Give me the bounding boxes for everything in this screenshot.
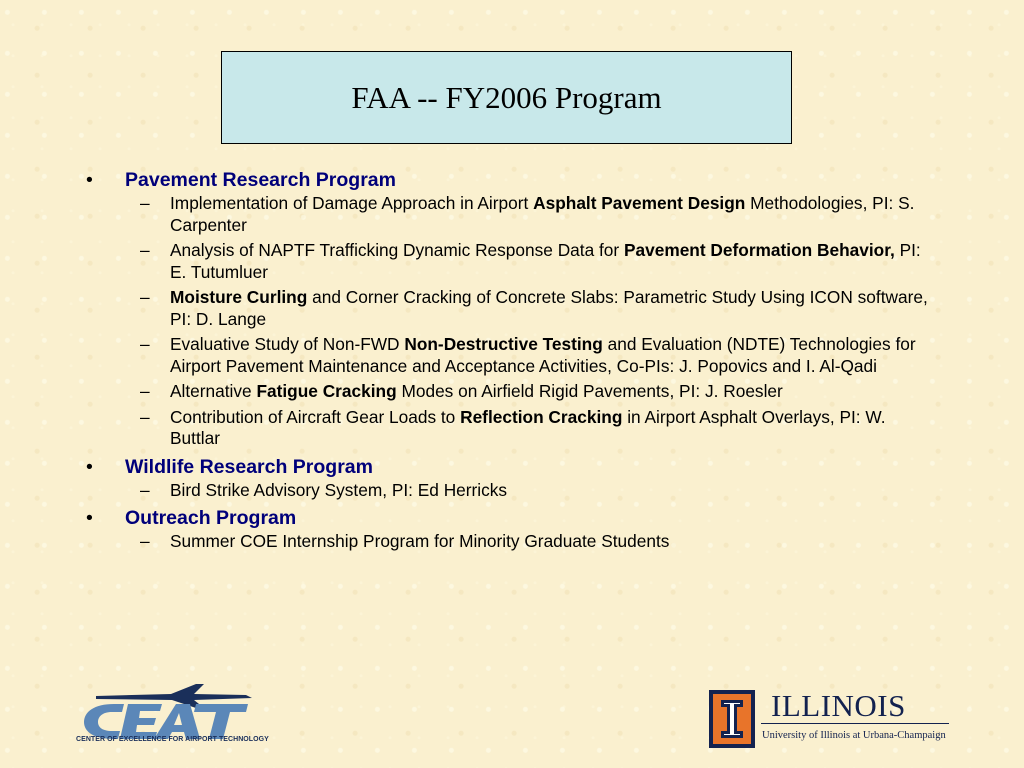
item-text: Implementation of Damage Approach in Airport: [170, 193, 534, 213]
item-emphasis: Fatigue Cracking: [256, 381, 397, 401]
section-heading: [80, 505, 950, 531]
item-text: Modes on Airfield Rigid Pavements, PI: J. Roesler: [396, 381, 783, 401]
list-item: [80, 334, 950, 377]
ceat-wordmark: CEAT: [76, 676, 79, 677]
item-text: Contribution of Aircraft Gear Loads to: [170, 406, 461, 427]
item-text: Summer COE Internship Program for Minority Graduate Students: [170, 531, 670, 551]
item-text: Analysis of NAPTF Trafficking Dynamic Response Data for: [170, 240, 624, 260]
list-item: [80, 193, 950, 236]
dash-icon: –: [140, 531, 150, 551]
list-item: [80, 407, 950, 450]
dash-icon: –: [140, 193, 150, 213]
illinois-logo: [709, 690, 959, 750]
item-emphasis: Reflection Cracking: [460, 406, 623, 427]
section-heading-text: Wildlife Research Program: [125, 455, 373, 478]
illinois-rule: [761, 723, 949, 724]
dash-icon: –: [140, 287, 150, 307]
item-text: Alternative: [170, 381, 257, 401]
section-heading: [80, 454, 950, 480]
item-text: in Airport Asphalt Overlays, PI: W. Buttlar: [170, 406, 886, 448]
dash-icon: –: [140, 334, 150, 354]
item-text: Evaluative Study of Non-FWD: [170, 334, 405, 354]
item-text: Methodologies, PI: S. Carpenter: [170, 193, 915, 235]
list-item: [80, 240, 950, 283]
dash-icon: –: [140, 406, 150, 427]
list-item: [80, 531, 950, 553]
list-item: [80, 287, 950, 330]
list-item: [80, 480, 950, 502]
dash-icon: –: [140, 479, 150, 500]
item-text: and Evaluation (NDTE) Technologies for Airport Pavement Maintenance and Acceptance Activities, Co-PIs: J. Popovics and I. Al-Qadi: [170, 334, 916, 376]
item-emphasis: Asphalt Pavement Design: [533, 193, 746, 213]
illinois-wordmark: ILLINOIS: [771, 688, 906, 723]
item-text: PI: E. Tutumluer: [170, 240, 921, 282]
slide-title: FAA -- FY2006 Program: [351, 80, 662, 115]
item-emphasis: Moisture Curling: [170, 287, 308, 307]
title-box: [221, 51, 792, 144]
illinois-block-i-icon: [709, 690, 755, 748]
section-heading: [80, 167, 950, 193]
illinois-subtitle: University of Illinois at Urbana-Champaign: [762, 730, 946, 741]
slide-content: [80, 166, 950, 557]
item-emphasis: Non-Destructive Testing: [404, 334, 603, 354]
item-text: and Corner Cracking of Concrete Slabs: Parametric Study Using ICON software, PI: D. Lange: [170, 287, 928, 329]
item-text: Bird Strike Advisory System, PI: Ed Herricks: [170, 479, 508, 500]
bullet-icon: •: [86, 455, 93, 478]
ceat-caption: CENTER OF EXCELLENCE FOR AIRPORT TECHNOLOGY: [76, 736, 269, 743]
section-heading-text: Outreach Program: [125, 507, 297, 529]
list-item: [80, 381, 950, 403]
bullet-icon: •: [86, 169, 93, 191]
item-emphasis: Pavement Deformation Behavior,: [623, 240, 895, 260]
section-heading-text: Pavement Research Program: [125, 169, 396, 191]
dash-icon: –: [140, 381, 150, 401]
dash-icon: –: [140, 240, 150, 260]
bullet-icon: •: [86, 507, 93, 529]
